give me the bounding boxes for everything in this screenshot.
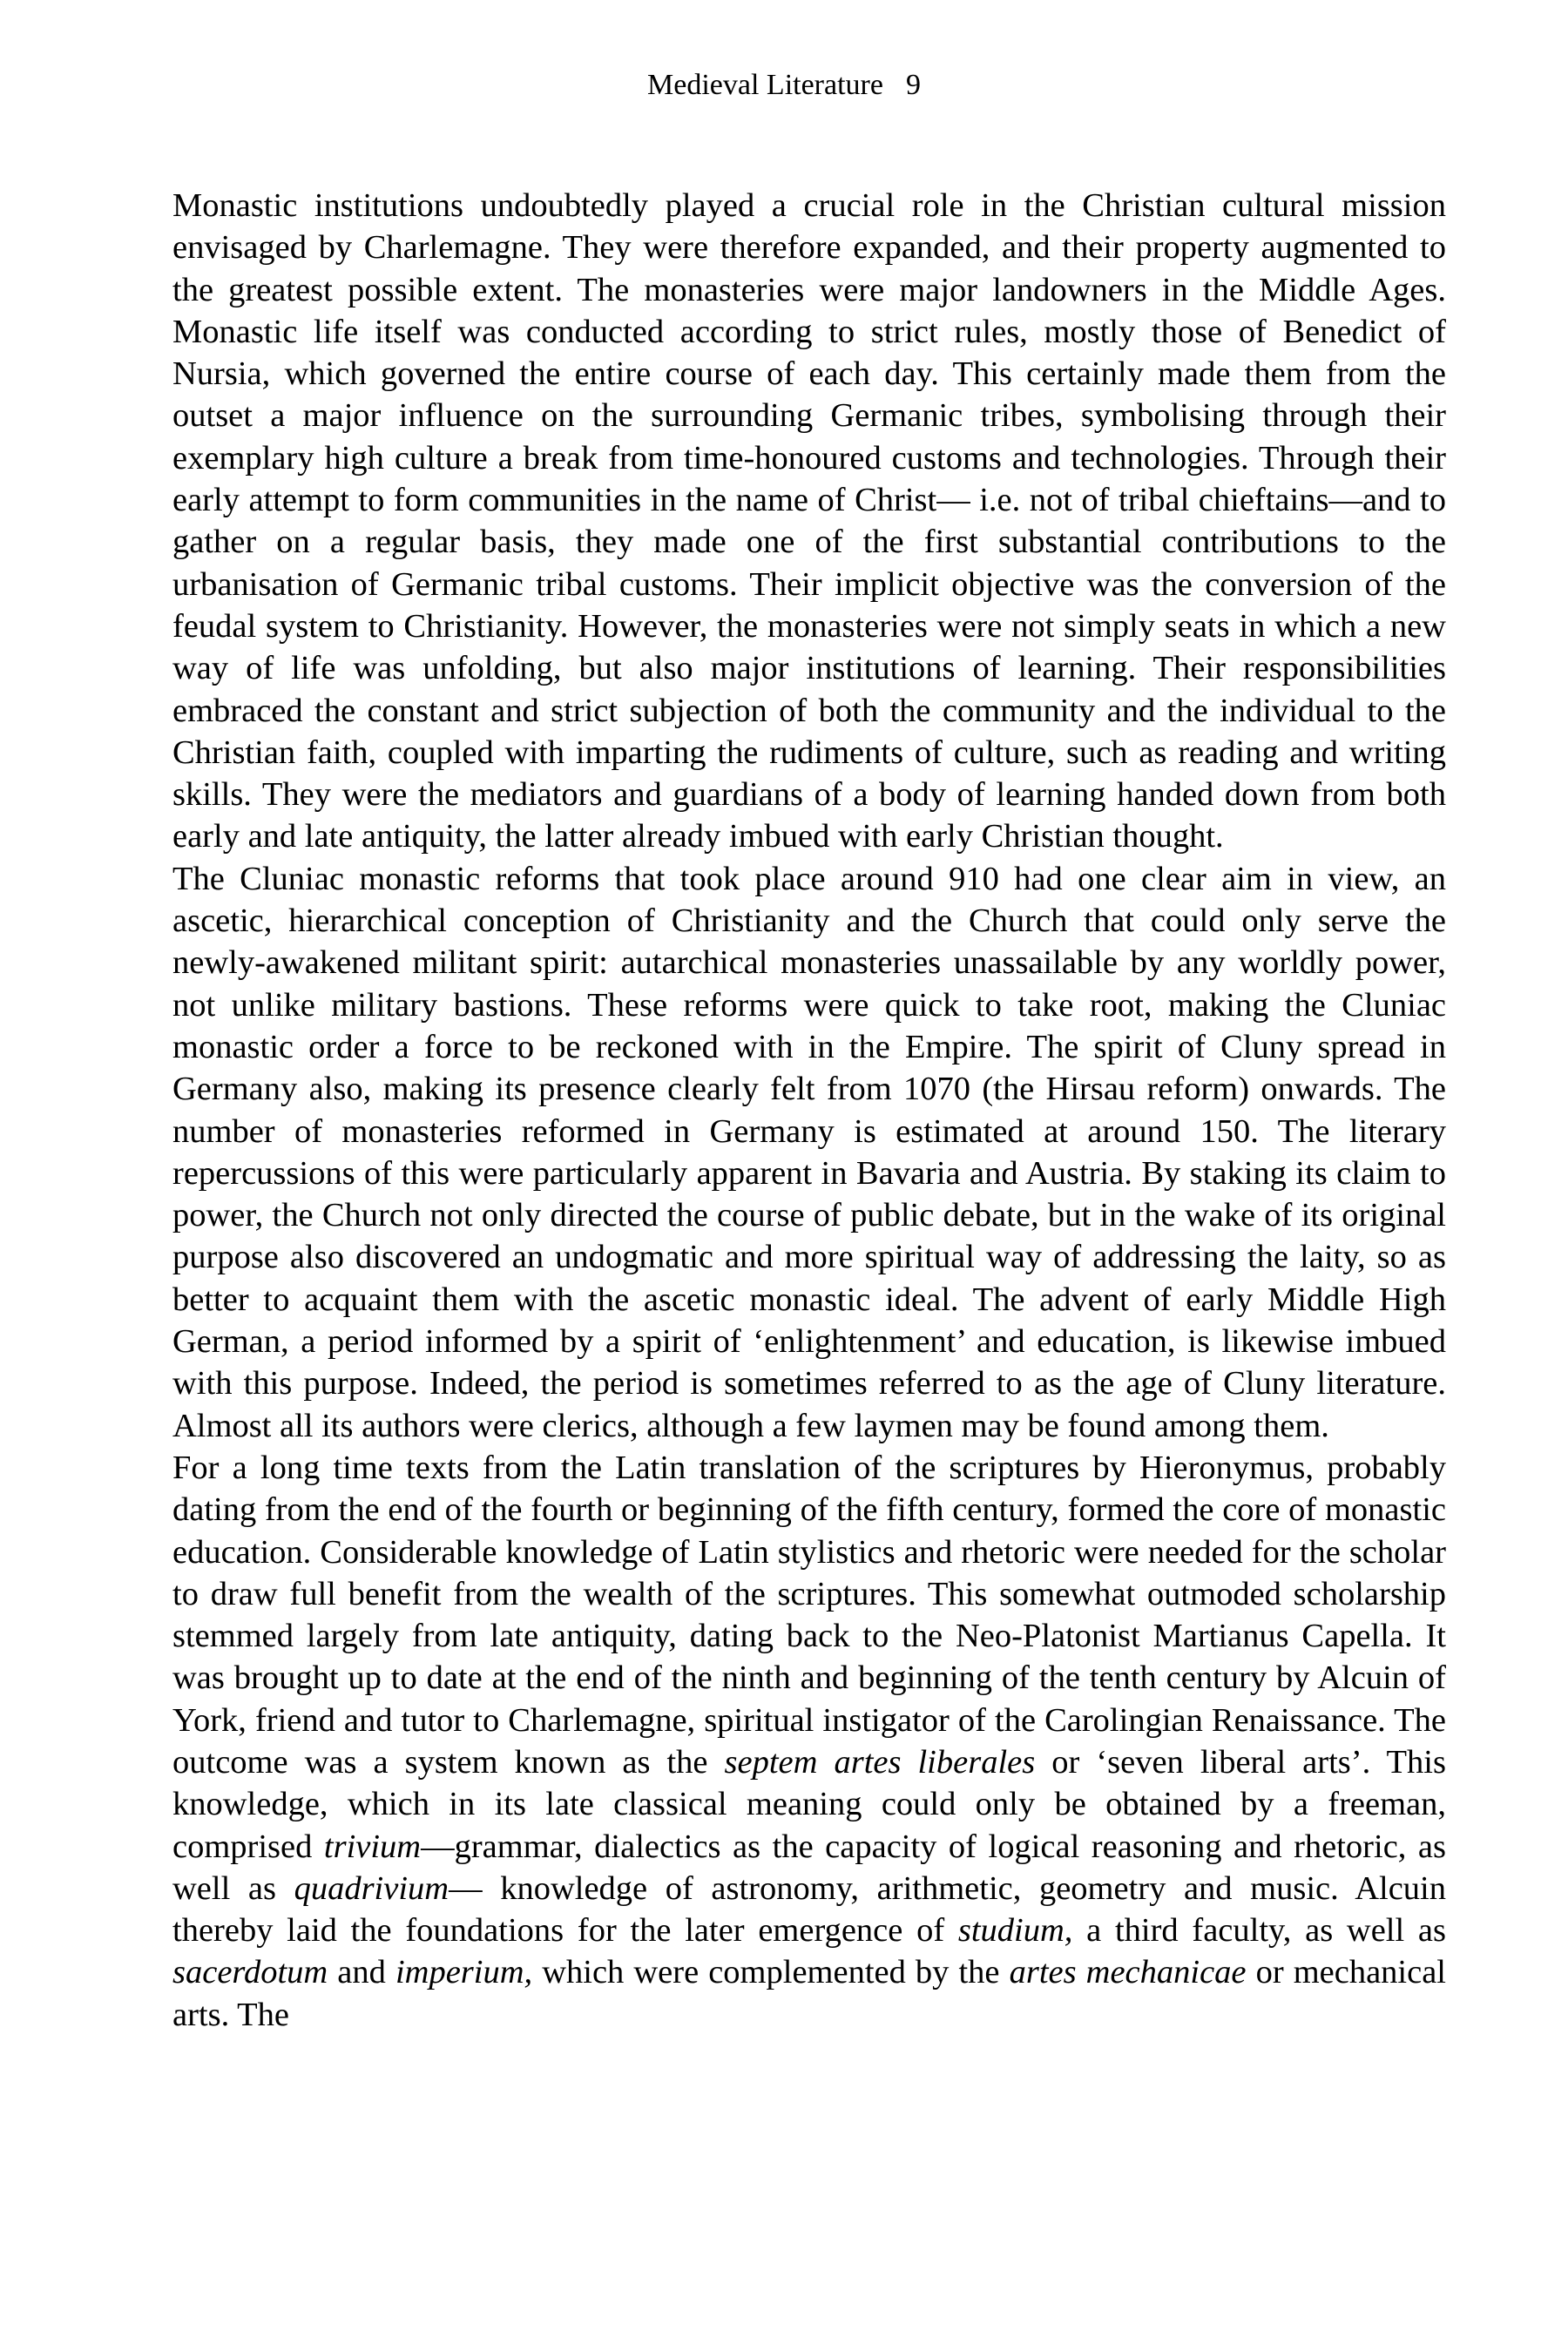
text-run: The Cluniac monastic reforms that took place around 910 had one clear aim in view, an ascetic, hierarchical conception of Christianity and the Church that could only serve the newly-awakened militant spirit: autarchical monasteries unassailable by any worldly power, not unlike military bastions. These reforms were quick to take root, making the Cluniac monastic order a force to be reckoned with in the Empire. The spirit of Cluny spread in Germany also, making its presence clearly felt from 1070 (the Hirsau reform) onwards. The number of monasteries reformed in Germany is estimated at around 150. The literary repercussions of this were particularly apparent in Bavaria and Austria. By staking its claim to power, the Church not only directed the course of public debate, but in the wake of its original purpose also discovered an undogmatic and more spiritual way of addressing the laity, so as better to acquaint them with the ascetic monastic ideal. The advent of early Middle High German, a period informed by a spirit of ‘enlightenment’ and education, is likewise imbued with this purpose. Indeed, the period is sometimes referred to as the age of Cluny literature. Almost all its authors were clerics, although a few laymen may be found among them. <box>172 860 1446 1444</box>
text-run: or ‘seven liberal arts’. This knowledge, which in its late classical meaning could only be obtained by a freeman, comprised <box>172 1743 1446 1865</box>
text-run: a third faculty, as well as <box>1072 1912 1446 1950</box>
running-head <box>0 68 1568 103</box>
paragraph <box>172 185 1446 858</box>
paragraph <box>172 858 1446 1447</box>
italic-term: quadrivium <box>294 1869 449 1907</box>
text-run: which were complemented by the <box>532 1954 1010 1991</box>
italic-term: trivium <box>323 1828 422 1865</box>
paragraph <box>172 1447 1446 2036</box>
italic-term: sacerdotum <box>172 1954 328 1991</box>
body-text <box>172 185 1446 2036</box>
running-head-title: Medieval Literature <box>647 69 883 101</box>
text-run: and <box>328 1954 395 1991</box>
text-run: — knowledge of astronomy, arithmetic, geometry and music. Alcuin thereby laid the foundations for the later emergence of <box>172 1869 1446 1950</box>
italic-term: artes mechanicae <box>1009 1954 1247 1991</box>
italic-term: imperium, <box>395 1954 533 1991</box>
italic-term: studium, <box>957 1912 1073 1950</box>
italic-term: septem artes liberales <box>724 1743 1036 1781</box>
page-number: 9 <box>905 69 921 101</box>
text-run: —grammar, dialectics as the capacity of logical reasoning and rhetoric, as well as <box>172 1828 1446 1907</box>
text-run: or mechanical arts. The <box>172 1954 1446 2033</box>
text-run: Monastic institutions undoubtedly played a crucial role in the Christian cultural mission envisaged by Charlemagne. They were therefore expanded, and their property augmented to the greatest possible extent. The monasteries were major landowners in the Middle Ages. Monastic life itself was conducted according to strict rules, mostly those of Benedict of Nursia, which governed the entire course of each day. This certainly made them from the outset a major influence on the surrounding Germanic tribes, symbolising through their exemplary high culture a break from time-honoured customs and technologies. Through their early attempt to form communities in the name of Christ— i.e. not of tribal chieftains—and to gather on a regular basis, they made one of the first substantial contributions to the urbanisation of Germanic tribal customs. Their implicit objective was the conversion of the feudal system to Christianity. However, the monasteries were not simply seats in which a new way of life was unfolding, but also major institutions of learning. Their responsibilities embraced the constant and strict subjection of both the community and the individual to the Christian faith, coupled with imparting the rudiments of culture, such as reading and writing skills. They were the mediators and guardians of a body of learning handed down from both early and late antiquity, the latter already imbued with early Christian thought. <box>172 187 1446 855</box>
text-run: For a long time texts from the Latin translation of the scriptures by Hieronymus, probably dating from the end of the fourth or beginning of the fifth century, formed the core of monastic education. Considerable knowledge of Latin stylistics and rhetoric were needed for the scholar to draw full benefit from the wealth of the scriptures. This somewhat outmoded scholarship stemmed largely from late antiquity, dating back to the Neo-Platonist Martianus Capella. It was brought up to date at the end of the ninth and beginning of the tenth century by Alcuin of York, friend and tutor to Charlemagne, spiritual instigator of the Carolingian Renaissance. The outcome was a system known as the <box>172 1449 1446 1781</box>
